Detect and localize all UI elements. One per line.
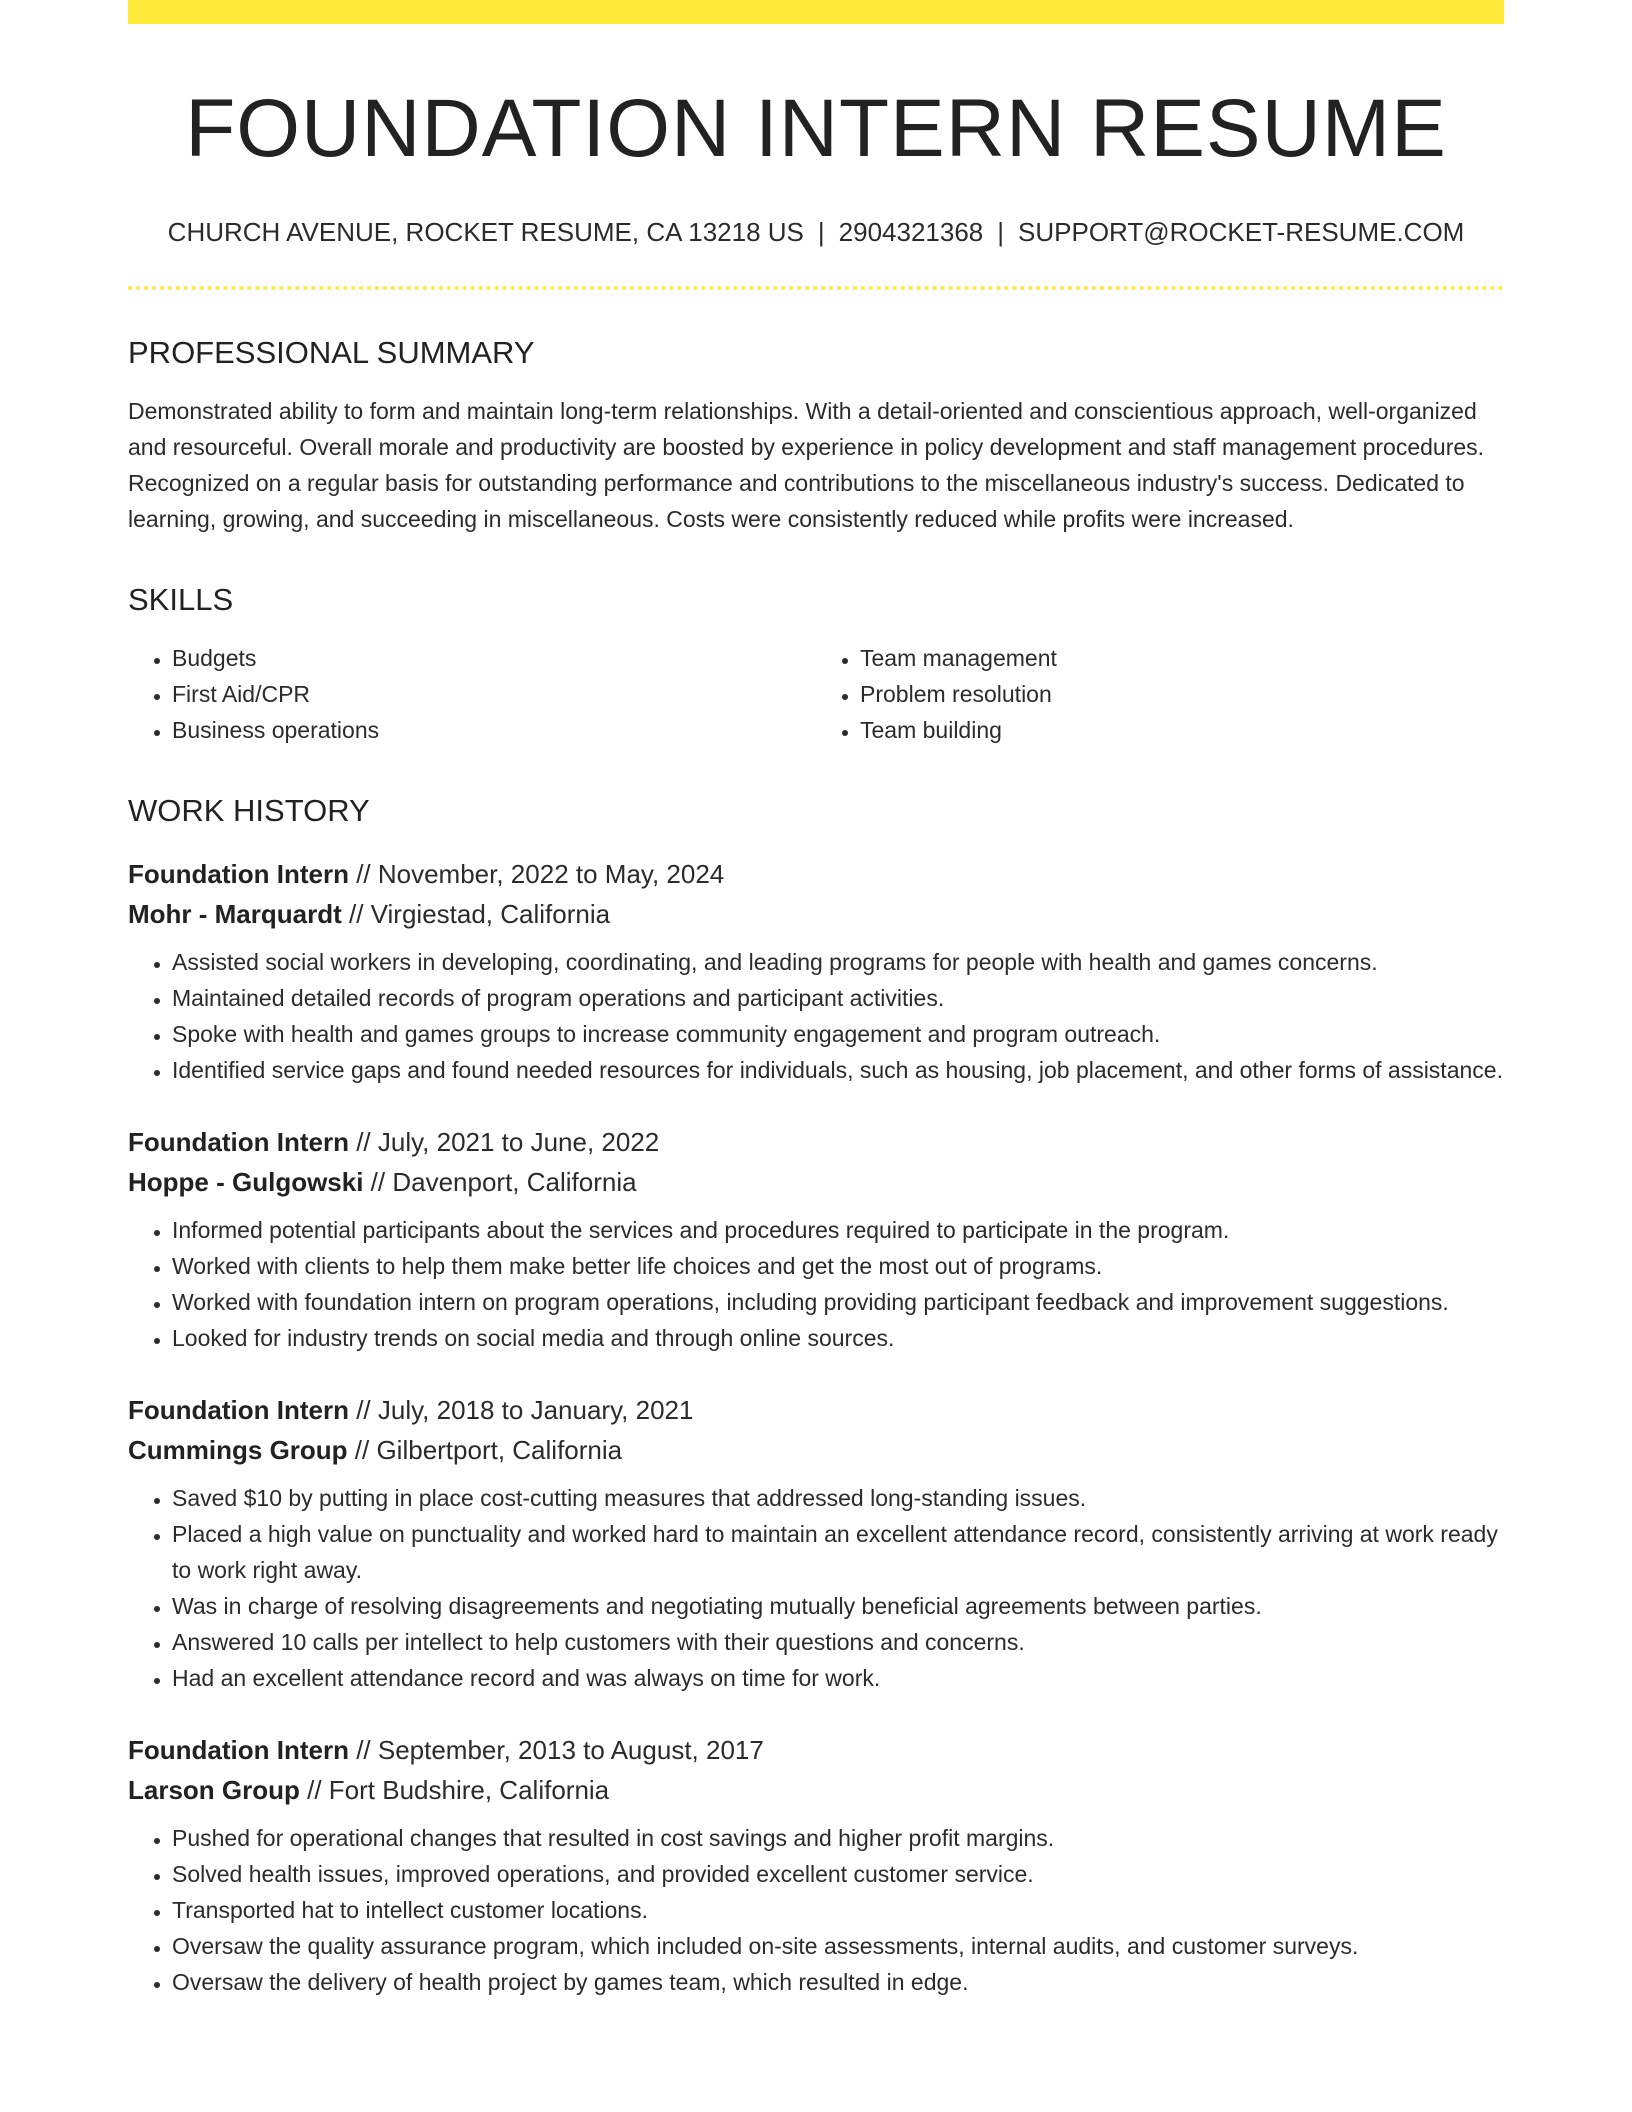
job-dates: // July, 2018 to January, 2021 bbox=[348, 1394, 694, 1425]
contact-separator: | bbox=[817, 217, 825, 248]
accent-bar bbox=[128, 0, 1504, 24]
job-bullet: • Assisted social workers in developing, coordinating, and leading programs for people with health and games concerns. bbox=[172, 944, 1504, 980]
job-dates: // July, 2021 to June, 2022 bbox=[348, 1126, 660, 1157]
job-bullet: • Maintained detailed records of program operations and participant activities. bbox=[172, 980, 1504, 1016]
skill-item: • Team building bbox=[860, 712, 1504, 748]
skill-item: • Problem resolution bbox=[860, 676, 1504, 712]
job-title: Foundation Intern bbox=[128, 1394, 349, 1425]
job-bullet: • Transported hat to intellect customer locations. bbox=[172, 1892, 1504, 1928]
job-dates: // November, 2022 to May, 2024 bbox=[348, 858, 725, 889]
job-location: // Gilbertport, California bbox=[347, 1434, 623, 1465]
contact-separator: | bbox=[997, 217, 1005, 248]
contact-address: CHURCH AVENUE, ROCKET RESUME, CA 13218 US bbox=[167, 217, 804, 248]
job-location: // Fort Budshire, California bbox=[299, 1774, 610, 1805]
job-location: // Davenport, California bbox=[363, 1166, 637, 1197]
job-title: Foundation Intern bbox=[128, 858, 349, 889]
contact-phone[interactable]: 2904321368 bbox=[838, 217, 984, 248]
job-bullets bbox=[128, 1820, 1504, 2000]
work-history-heading: WORK HISTORY bbox=[128, 793, 370, 829]
job-company-line bbox=[128, 1770, 1504, 1810]
job-title-line bbox=[128, 1390, 1504, 1430]
skill-item: • First Aid/CPR bbox=[172, 676, 816, 712]
summary-text: Demonstrated ability to form and maintain long-term relationships. With a detail-oriented and conscientious approach, well-organized and resourceful. Overall morale and productivity are boosted by experience in policy development and staff management procedures. Recognized on a regular basis for outstanding performance and contributions to the miscellaneous industry's success. Dedicated to learning, growing, and succeeding in miscellaneous. Costs were consistently reduced while profits were increased. bbox=[128, 398, 1485, 533]
job-bullet: • Solved health issues, improved operations, and provided excellent customer service. bbox=[172, 1856, 1504, 1892]
job-bullet: • Spoke with health and games groups to increase community engagement and program outreach. bbox=[172, 1016, 1504, 1052]
resume-title: FOUNDATION INTERN RESUME bbox=[185, 83, 1447, 174]
job-entry bbox=[128, 1122, 1504, 1356]
resume-page bbox=[128, 0, 1504, 2000]
job-company-line bbox=[128, 894, 1504, 934]
summary-heading: PROFESSIONAL SUMMARY bbox=[128, 334, 535, 370]
job-bullet: • Had an excellent attendance record and was always on time for work. bbox=[172, 1660, 1504, 1696]
skills-column-right bbox=[816, 640, 1504, 748]
contact-line bbox=[128, 216, 1504, 250]
skills-column-left bbox=[128, 640, 816, 748]
job-company: Hoppe - Gulgowski bbox=[128, 1166, 364, 1197]
job-title-line bbox=[128, 854, 1504, 894]
job-entry bbox=[128, 854, 1504, 1088]
job-bullet: • Saved $10 by putting in place cost-cutting measures that addressed long-standing issues. bbox=[172, 1480, 1504, 1516]
job-bullets bbox=[128, 1212, 1504, 1356]
job-bullets bbox=[128, 944, 1504, 1088]
job-company: Cummings Group bbox=[128, 1434, 348, 1465]
job-company: Mohr - Marquardt bbox=[128, 898, 342, 929]
job-title-line bbox=[128, 1122, 1504, 1162]
skill-item: • Business operations bbox=[172, 712, 816, 748]
job-bullet: • Was in charge of resolving disagreements and negotiating mutually beneficial agreements between parties. bbox=[172, 1588, 1504, 1624]
skill-item: • Budgets bbox=[172, 640, 816, 676]
job-bullet: • Looked for industry trends on social media and through online sources. bbox=[172, 1320, 1504, 1356]
job-bullet: • Pushed for operational changes that resulted in cost savings and higher profit margins. bbox=[172, 1820, 1504, 1856]
job-bullets bbox=[128, 1480, 1504, 1696]
job-title: Foundation Intern bbox=[128, 1126, 349, 1157]
contact-email[interactable]: SUPPORT@ROCKET-RESUME.COM bbox=[1018, 217, 1465, 248]
job-title: Foundation Intern bbox=[128, 1734, 349, 1765]
skill-item: • Team management bbox=[860, 640, 1504, 676]
job-bullet: • Placed a high value on punctuality and worked hard to maintain an excellent attendance record, consistently arriving at work ready to work right away. bbox=[172, 1516, 1504, 1588]
dotted-divider bbox=[128, 286, 1504, 290]
job-bullet: • Informed potential participants about the services and procedures required to participate in the program. bbox=[172, 1212, 1504, 1248]
job-entry bbox=[128, 1730, 1504, 2000]
job-bullet: • Oversaw the delivery of health project by games team, which resulted in edge. bbox=[172, 1964, 1504, 2000]
skills-heading: SKILLS bbox=[128, 582, 234, 618]
job-company-line bbox=[128, 1430, 1504, 1470]
job-bullet: • Oversaw the quality assurance program, which included on-site assessments, internal audits, and customer surveys. bbox=[172, 1928, 1504, 1964]
job-title-line bbox=[128, 1730, 1504, 1770]
job-bullet: • Identified service gaps and found needed resources for individuals, such as housing, job placement, and other forms of assistance. bbox=[172, 1052, 1504, 1088]
job-bullet: • Answered 10 calls per intellect to help customers with their questions and concerns. bbox=[172, 1624, 1504, 1660]
job-company-line bbox=[128, 1162, 1504, 1202]
job-company: Larson Group bbox=[128, 1774, 300, 1805]
job-bullet: • Worked with foundation intern on program operations, including providing participant feedback and improvement suggestions. bbox=[172, 1284, 1504, 1320]
job-bullet: • Worked with clients to help them make better life choices and get the most out of programs. bbox=[172, 1248, 1504, 1284]
skills-list bbox=[128, 640, 1504, 748]
job-location: // Virgiestad, California bbox=[341, 898, 611, 929]
job-dates: // September, 2013 to August, 2017 bbox=[348, 1734, 764, 1765]
job-entry bbox=[128, 1390, 1504, 1696]
